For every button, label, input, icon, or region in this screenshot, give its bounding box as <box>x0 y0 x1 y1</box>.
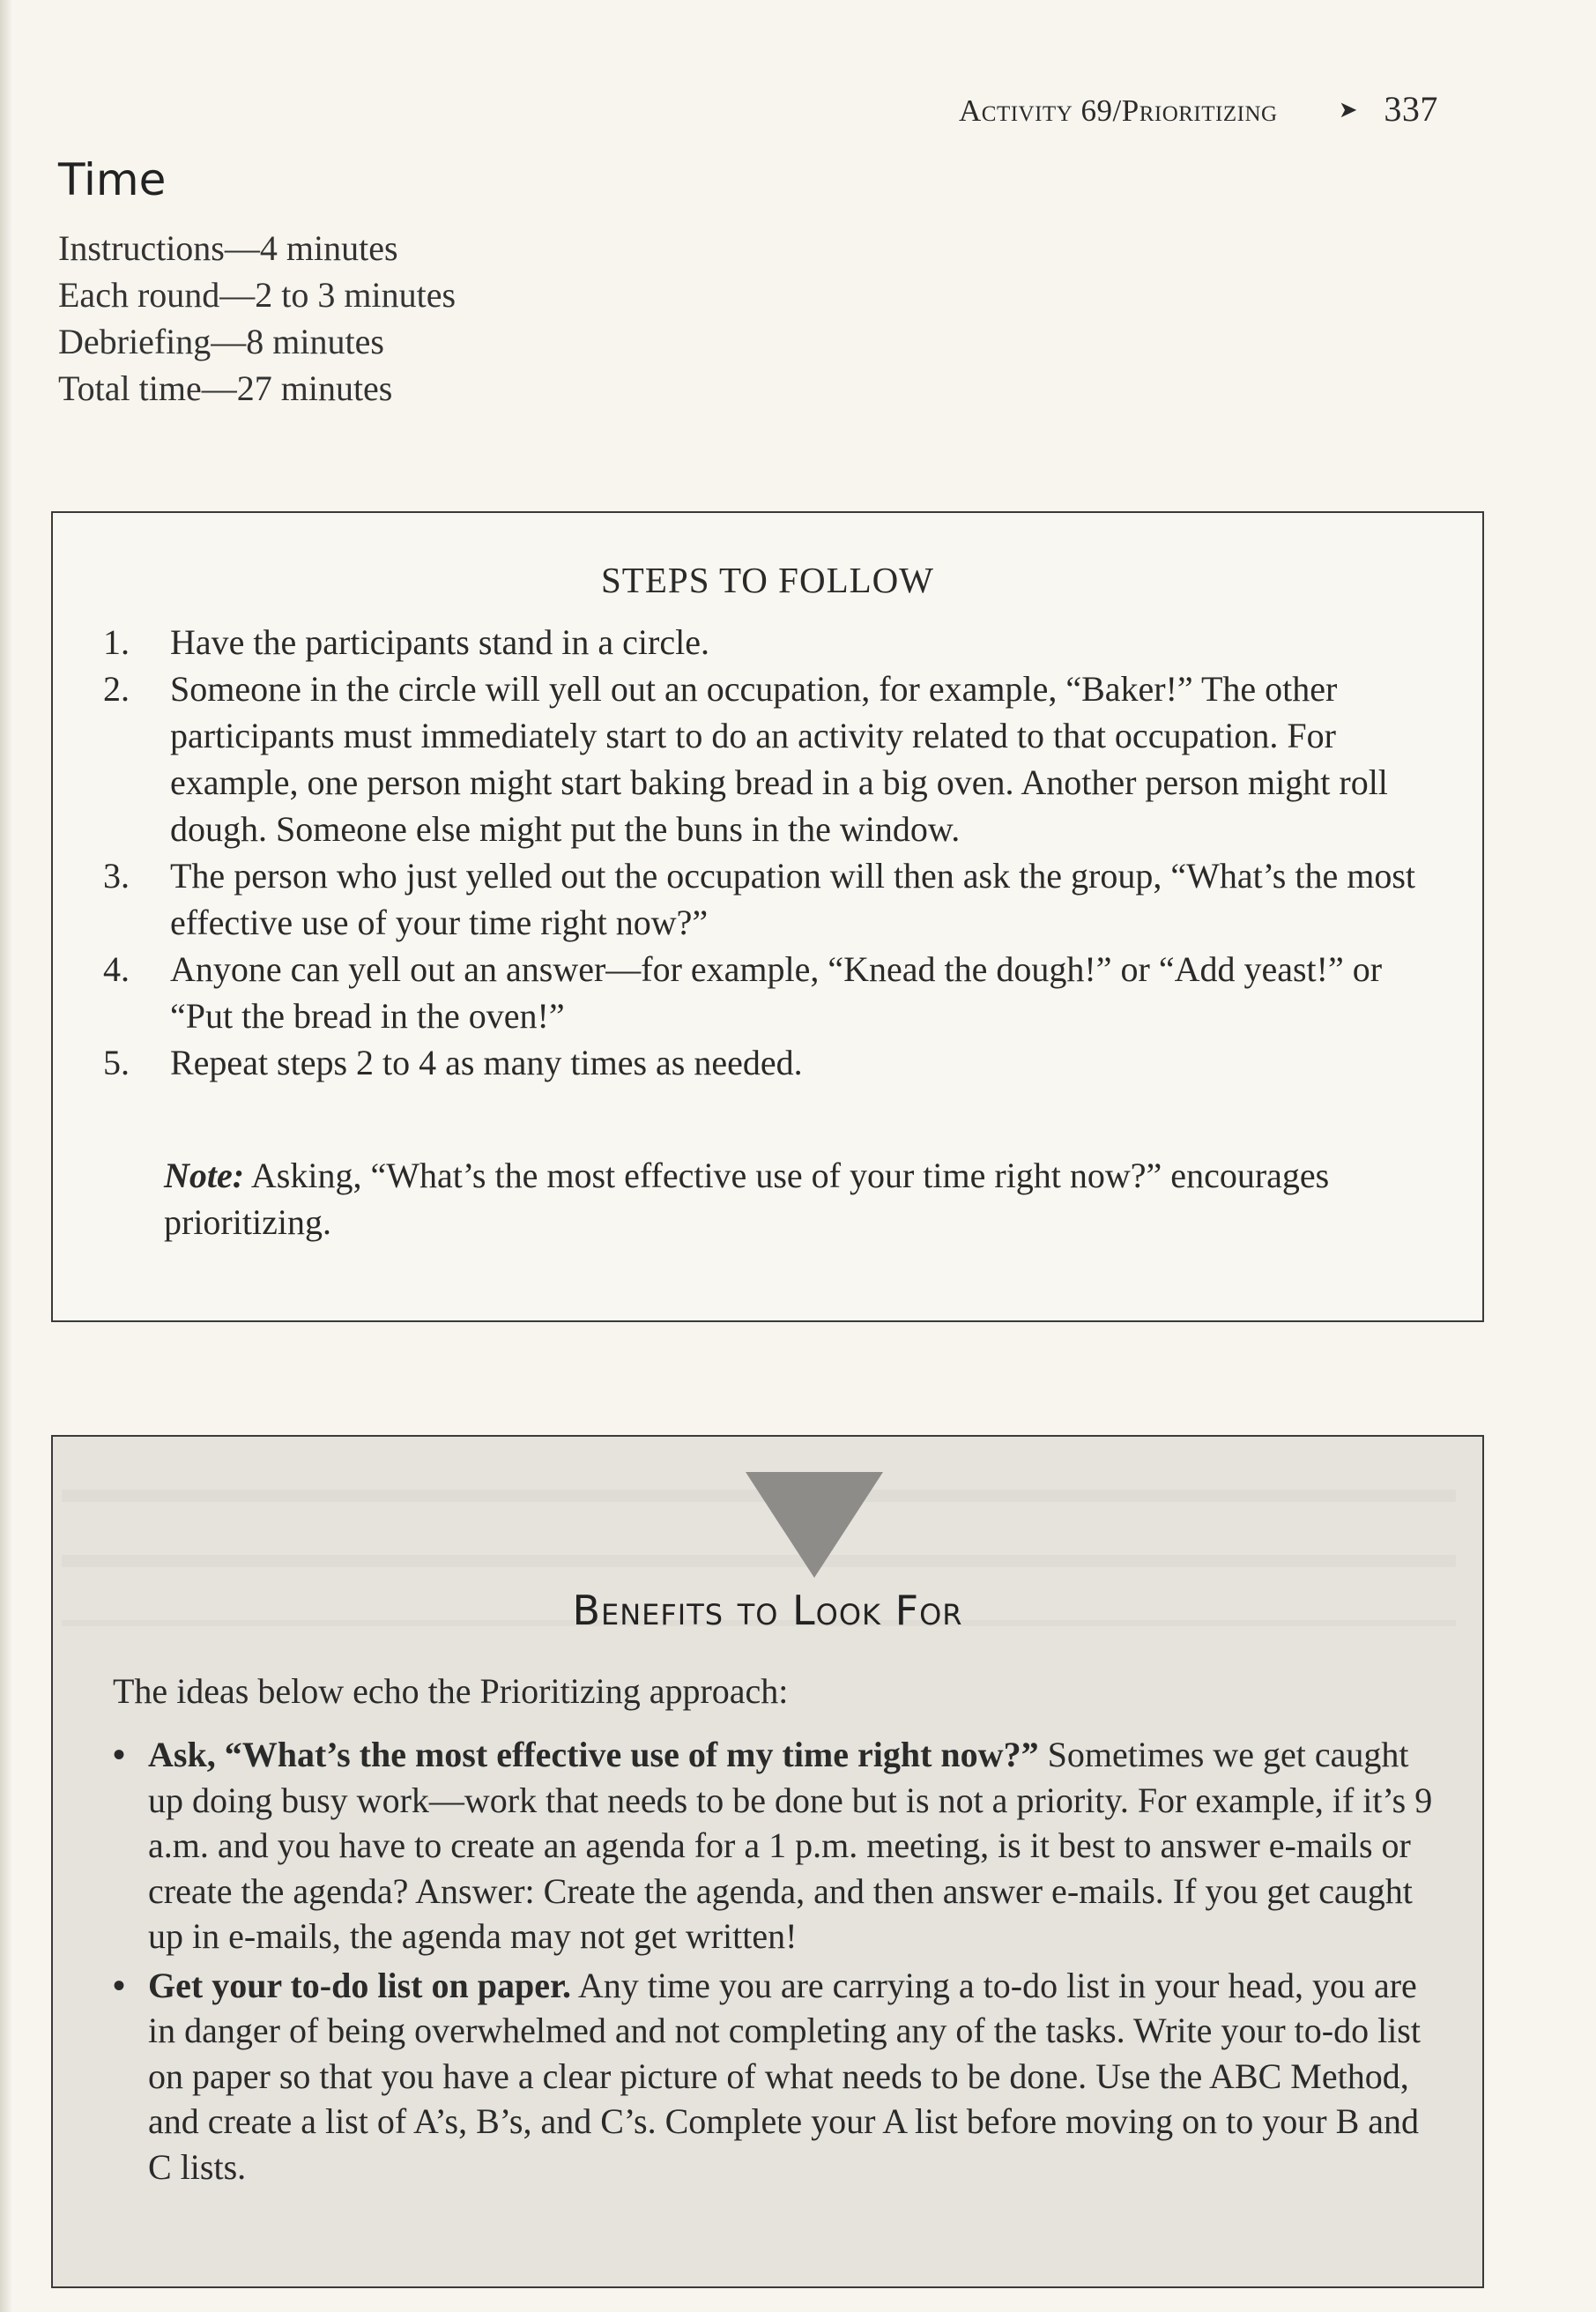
step-item <box>103 852 1443 946</box>
step-item <box>103 619 1443 665</box>
benefit-bold: Ask, “What’s the most effective use of my time right now?” <box>148 1735 1039 1774</box>
step-item <box>103 946 1443 1039</box>
time-line: Debriefing—8 minutes <box>58 322 384 361</box>
step-text: Repeat steps 2 to 4 as many times as needed. <box>170 1043 803 1082</box>
step-number: 2. <box>103 669 130 709</box>
benefits-list <box>113 1732 1435 2193</box>
step-number: 4. <box>103 949 130 989</box>
time-section <box>58 154 456 412</box>
steps-box <box>51 511 1484 1322</box>
step-text: Have the participants stand in a circle. <box>170 622 709 662</box>
step-number: 1. <box>103 622 130 662</box>
steps-title: STEPS TO FOLLOW <box>601 560 934 600</box>
benefit-bold: Get your to-do list on paper. <box>148 1965 572 2005</box>
benefit-text: Any time you are carrying a to-do list in your head, you are in danger of being overwhelmed and not completing any of the tasks. Write your to-do list on paper so that you have a clear picture of what needs to be done. Use the ABC Method, and create a list of A’s, B’s, and C’s. Complete your A list before moving on to your B and C lists. <box>148 1965 1421 2187</box>
arrow-icon: ➤ <box>1338 97 1359 123</box>
time-line: Total time—27 minutes <box>58 368 393 408</box>
bullet-icon: • <box>113 1735 126 1774</box>
step-item <box>103 1039 1443 1086</box>
benefits-intro: The ideas below echo the Prioritizing approach: <box>113 1671 789 1711</box>
benefits-box <box>51 1435 1484 2288</box>
step-number: 3. <box>103 856 130 896</box>
benefit-item <box>113 1732 1435 1959</box>
page-edge-shadow <box>0 0 12 2312</box>
time-line: Instructions—4 minutes <box>58 228 398 268</box>
page-number: 337 <box>1384 89 1438 129</box>
benefits-title: Benefits to Look For <box>572 1587 963 1634</box>
activity-label: Activity 69/Prioritizing <box>959 93 1278 128</box>
triangle-down-icon <box>746 1472 883 1578</box>
time-line: Each round—2 to 3 minutes <box>58 275 457 315</box>
step-number: 5. <box>103 1043 130 1082</box>
steps-list <box>103 619 1443 1086</box>
step-text: Anyone can yell out an answer—for example, “Knead the dough!” or “Add yeast!” or “Put the bread in the oven!” <box>170 949 1383 1036</box>
bullet-icon: • <box>113 1965 126 2005</box>
benefit-item <box>113 1963 1435 2190</box>
step-note <box>164 1152 1415 1245</box>
step-item <box>103 665 1443 852</box>
step-text: The person who just yelled out the occupation will then ask the group, “What’s the most effective use of your time right now?” <box>170 856 1416 942</box>
benefit-text: Sometimes we get caught up doing busy work—work that needs to be done but is not a priority. For example, if it’s 9 a.m. and you have to create an agenda for a 1 p.m. meeting, is it best to answer e-mails or create the agenda? Answer: Create the agenda, and then answer e-mails. If you get caught up in e-mails, the agenda may not get written! <box>148 1735 1433 1956</box>
running-head <box>959 88 1438 130</box>
time-heading: Time <box>58 154 167 205</box>
step-text: Someone in the circle will yell out an occupation, for example, “Baker!” The other participants must immediately start to do an activity related to that occupation. For example, one person might start baking bread in a big oven. Another person might roll dough. Someone else might put the buns in the window. <box>170 669 1388 849</box>
note-text: Asking, “What’s the most effective use of your time right now?” encourages prioritizing. <box>164 1156 1330 1242</box>
note-label: Note: <box>164 1156 245 1195</box>
